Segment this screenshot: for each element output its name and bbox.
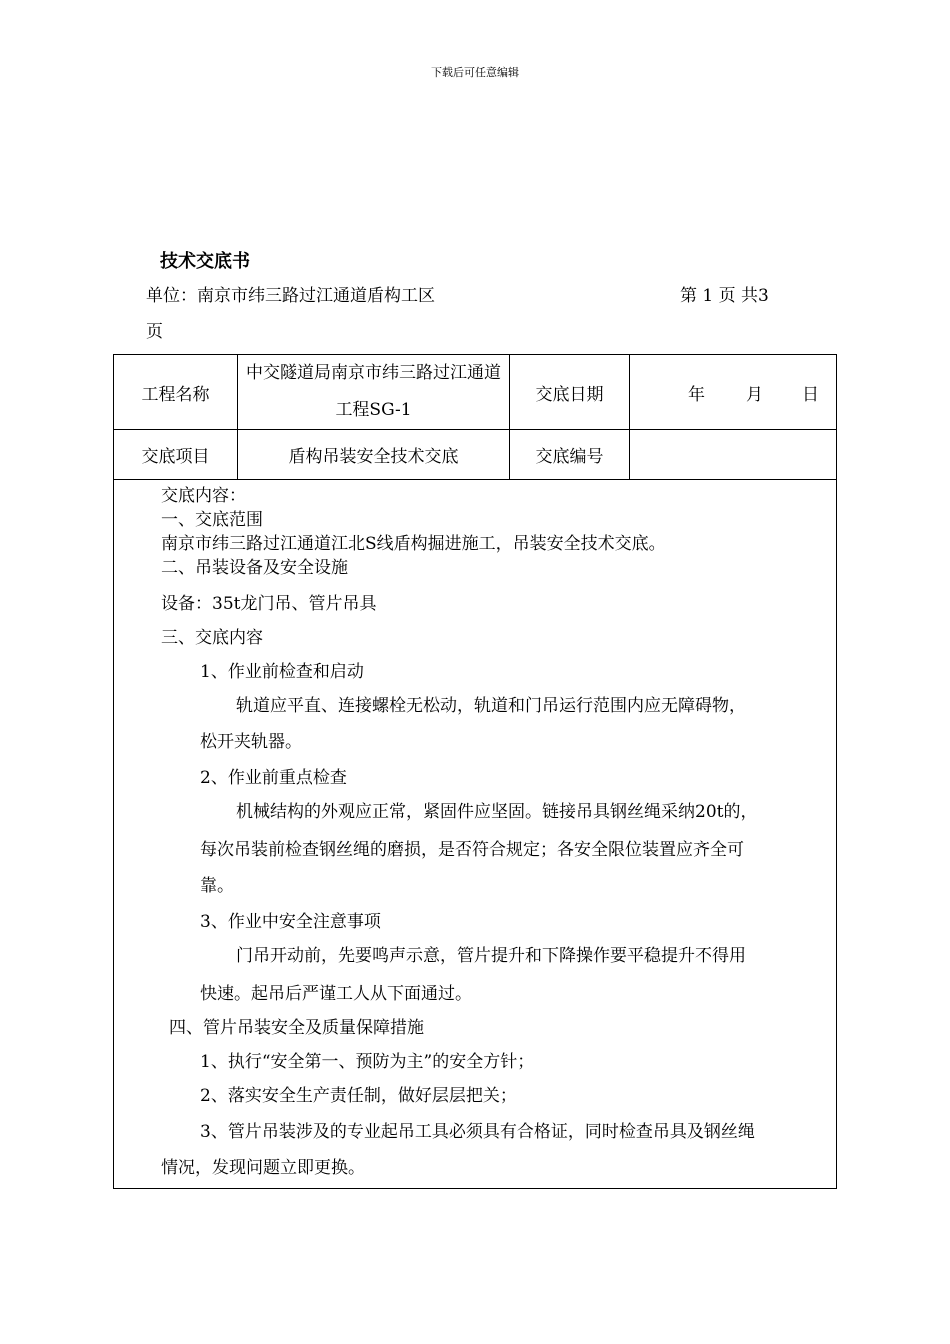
section-3-2-title: 2、作业前重点检查 <box>200 768 347 788</box>
table-row-project <box>114 355 836 430</box>
section-1-title: 一、交底范围 <box>161 510 263 530</box>
section-3-3-text-b: 快速。起吊后严谨工人从下面通过。 <box>200 984 472 1004</box>
date-day: 日 <box>802 384 819 405</box>
section-3-3-text-a: 门吊开动前，先要鸣声示意，管片提升和下降操作要平稳提升不得用 <box>236 946 746 966</box>
table-row-item <box>114 430 836 480</box>
section-4-item-2: 2、落实安全生产责任制，做好层层把关； <box>200 1086 517 1106</box>
disclosure-form-table <box>113 354 837 1189</box>
number-value <box>630 430 836 479</box>
section-3-2-text-b: 每次吊装前检查钢丝绳的磨损，是否符合规定；各安全限位装置应齐全可 <box>200 840 744 860</box>
section-3-2-text-a: 机械结构的外观应正常，紧固件应坚固。链接吊具钢丝绳采纳20t的， <box>236 802 758 822</box>
project-name-value: 中交隧道局南京市纬三路过江通道工程SG-1 <box>238 355 510 429</box>
page-info-wrap: 页 <box>146 322 163 342</box>
section-3-1-text-b: 松开夹轨器。 <box>200 732 302 752</box>
section-4-item-1: 1、执行“安全第一、预防为主”的安全方针； <box>200 1052 535 1072</box>
section-1-text: 南京市纬三路过江通道江北S线盾构掘进施工，吊装安全技术交底。 <box>161 534 666 554</box>
section-3-title: 三、交底内容 <box>161 628 263 648</box>
date-value <box>630 355 836 429</box>
section-3-1-title: 1、作业前检查和启动 <box>200 662 364 682</box>
page-info: 第 1 页 共3 <box>680 286 769 306</box>
date-year: 年 <box>688 384 705 405</box>
date-month: 月 <box>746 384 763 405</box>
section-2-text: 设备：35t龙门吊、管片吊具 <box>161 594 377 614</box>
item-label: 交底项目 <box>114 430 238 479</box>
content-heading: 交底内容： <box>161 486 246 506</box>
project-name-label: 工程名称 <box>114 355 238 429</box>
disclosure-content <box>114 480 836 1188</box>
section-4-item-3-b: 情况，发现问题立即更换。 <box>161 1158 365 1178</box>
item-value: 盾构吊装安全技术交底 <box>238 430 510 479</box>
unit-line: 单位：南京市纬三路过江通道盾构工区 <box>146 286 435 306</box>
section-3-3-title: 3、作业中安全注意事项 <box>200 912 381 932</box>
number-label: 交底编号 <box>510 430 630 479</box>
header-note: 下载后可任意编辑 <box>431 66 519 79</box>
section-4-item-3-a: 3、管片吊装涉及的专业起吊工具必须具有合格证，同时检查吊具及钢丝绳 <box>200 1122 755 1142</box>
section-4-title: 四、管片吊装安全及质量保障措施 <box>169 1018 424 1038</box>
date-label: 交底日期 <box>510 355 630 429</box>
section-3-1-text-a: 轨道应平直、连接螺栓无松动，轨道和门吊运行范围内应无障碍物， <box>236 696 746 716</box>
section-2-title: 二、吊装设备及安全设施 <box>161 558 348 578</box>
document-title: 技术交底书 <box>160 251 250 272</box>
section-3-2-text-c: 靠。 <box>200 876 234 896</box>
